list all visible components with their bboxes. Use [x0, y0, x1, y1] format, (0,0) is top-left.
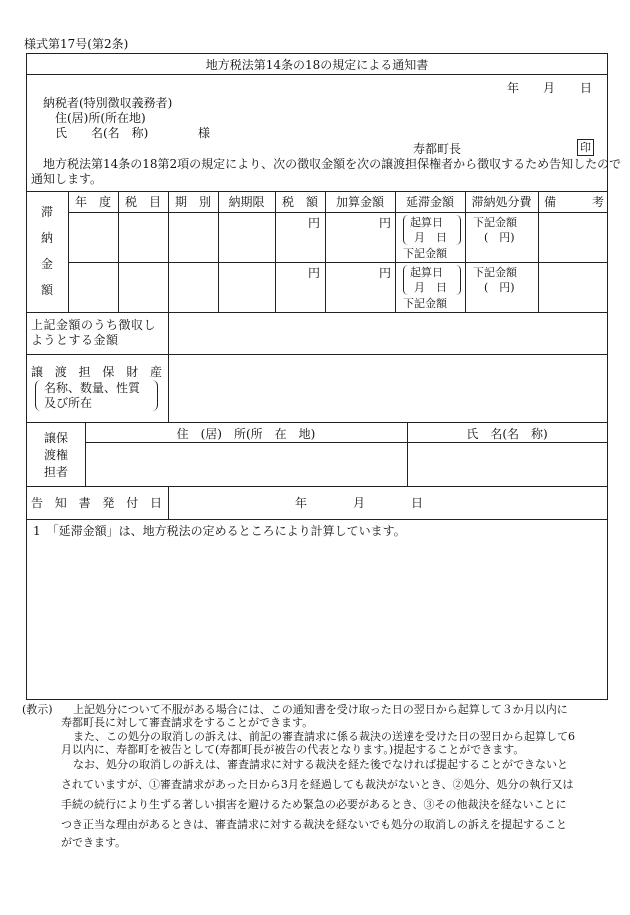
taxpayer-name-label: 氏 名(名 称) [55, 126, 149, 140]
instruction-p3-line2: されていますが、①審査請求があった日から3月を経過しても裁決がないとき、②処分、処分の執行又は [61, 778, 574, 791]
row1-additional-yen: 円 [379, 216, 392, 230]
collect-amount-label-line2: ようとする金額 [31, 333, 119, 347]
row2-cost-yen: ( 円) [484, 281, 515, 294]
col-line-4 [275, 191, 276, 312]
notice-date-divider [168, 486, 169, 519]
arrears-side-label [26, 205, 68, 297]
taxpayer-label: 納税者(特別徴収義務者) [43, 96, 173, 110]
title-divider [26, 74, 608, 75]
instruction-p3-line1: なお、処分の取消しの訴えは、審査請求に対する裁決を経た後でなければ提起することができないと [73, 758, 568, 771]
holder-header-line [85, 442, 608, 443]
instruction-p1-line1: 上記処分について不服がある場合には、この通知書を受け取った日の翌日から起算して３か月以内に [73, 703, 568, 716]
holder-bottom-line [26, 486, 608, 487]
taxpayer-address-label: 住(居)所(所在地) [55, 111, 146, 125]
table-bottom-line [26, 312, 608, 313]
instruction-label: (教示) [22, 703, 53, 716]
collect-amount-bottom-line [26, 354, 608, 355]
date-month-label: 月 [543, 81, 556, 95]
arrears-side-char: 滞 [40, 205, 53, 219]
header-tax-item: 税 目 [124, 195, 161, 209]
col-line-5 [325, 191, 326, 312]
collect-property-divider [168, 312, 169, 422]
row1-cost-below-amount: 下記金額 [473, 216, 517, 229]
property-label: 譲渡担保財産 [31, 365, 162, 379]
col-line-8 [538, 191, 539, 312]
collect-amount-label-line1: 上記金額のうち徴収し [31, 318, 157, 332]
holder-address-header: 住 (居) 所(所 在 地) [176, 427, 316, 441]
instruction-p3-line5: ができます。 [61, 836, 127, 849]
property-bottom-line [26, 422, 608, 423]
header-tax-amount: 税 額 [281, 195, 318, 209]
notice-date-month: 月 [353, 496, 366, 510]
seal-mark: 印 [577, 139, 594, 156]
col-line-3 [218, 191, 219, 312]
col-line-0 [68, 191, 69, 312]
instruction-p3-line4: つき正当な理由があるときは、審査請求に対する裁決を経ないでも処分の取消しの訴えを提起すること [61, 818, 567, 831]
row1-month-day-label: 月 日 [414, 231, 447, 244]
header-period: 期 別 [174, 195, 211, 209]
header-remarks [544, 195, 604, 209]
outer-right-border [607, 53, 608, 700]
row2-start-date-label: 起算日 [410, 266, 443, 279]
row2-delinquency-below-amount: 下記金額 [403, 297, 447, 310]
table-top-line [26, 191, 608, 192]
note-delinquency: 1 「延滞金額」は、地方税法の定めるところにより計算しています。 [33, 524, 406, 538]
holder-side-line3: 担者 [44, 465, 69, 479]
header-additional-amount: 加算金額 [335, 195, 384, 209]
row1-tax-yen: 円 [308, 216, 321, 230]
header-delinquency-amount: 延滞金額 [405, 195, 454, 209]
row2-tax-yen: 円 [308, 266, 321, 280]
holder-side-line1: 譲保 [44, 431, 69, 445]
document-title: 地方税法第14条の18の規定による通知書 [205, 58, 429, 72]
arrears-side-char: 額 [40, 283, 53, 297]
issuer-name: 寿都町長 [413, 142, 462, 156]
instruction-p1-line2: 寿都町長に対して審査請求をすることができます。 [61, 716, 314, 729]
table-row-divider [68, 262, 608, 263]
notice-date-bottom-line [26, 519, 608, 520]
instruction-p2-line1: また、この処分の取消しの訴えは、前記の審査請求に係る裁決の送達を受けた日の翌日から起算して6 [73, 730, 575, 743]
row1-delinquency-below-amount: 下記金額 [403, 247, 447, 260]
property-sub-line1: 名称、数量、性質 [44, 381, 141, 395]
arrears-side-char: 金 [40, 257, 53, 271]
row2-additional-yen: 円 [379, 266, 392, 280]
header-due-date: 納期限 [228, 195, 265, 209]
notice-date-label: 告知書発付日 [31, 496, 162, 510]
property-sub-line2: 及び所在 [44, 396, 93, 410]
instruction-p3-line3: 手続の続行により生ずる著しい損害を避けるため緊急の必要があるとき、③その他裁決を経ないことに [61, 798, 567, 811]
holder-name-header: 氏 名(名 称) [466, 427, 548, 441]
form-id: 様式第17号(第2条) [24, 37, 129, 51]
date-day-label: 日 [580, 81, 593, 95]
instruction-p2-line2: 月以内に、寿都町を被告として(寿都町長が被告の代表となります。)提起することができます。 [61, 743, 525, 756]
holder-side-line2: 渡権 [44, 448, 69, 462]
intro-text-line1: 地方税法第14条の18第2項の規定により、次の徴収金額を次の譲渡担保権者から徴収するため告知したので [43, 157, 622, 171]
notice-date-day: 日 [411, 496, 424, 510]
col-line-7 [465, 191, 466, 312]
header-fiscal-year: 年 度 [74, 195, 111, 209]
intro-text-line2: 通知します。 [31, 172, 103, 186]
header-disposition-cost: 滞納処分費 [471, 195, 532, 209]
header-remarks-text: 備 考 [544, 195, 604, 209]
row1-start-date-label: 起算日 [410, 216, 443, 229]
outer-top-border [26, 53, 608, 54]
taxpayer-honorific: 様 [198, 126, 211, 140]
row2-cost-below-amount: 下記金額 [473, 266, 517, 279]
row1-cost-yen: ( 円) [484, 231, 515, 244]
date-year-label: 年 [507, 81, 520, 95]
table-header-line [68, 212, 608, 213]
col-line-1 [118, 191, 119, 312]
col-line-2 [168, 191, 169, 312]
outer-bottom-border [26, 699, 608, 700]
row2-month-day-label: 月 日 [414, 281, 447, 294]
col-line-6 [395, 191, 396, 312]
notice-date-year: 年 [295, 496, 308, 510]
arrears-side-char: 納 [40, 231, 53, 245]
outer-left-border [26, 53, 27, 700]
